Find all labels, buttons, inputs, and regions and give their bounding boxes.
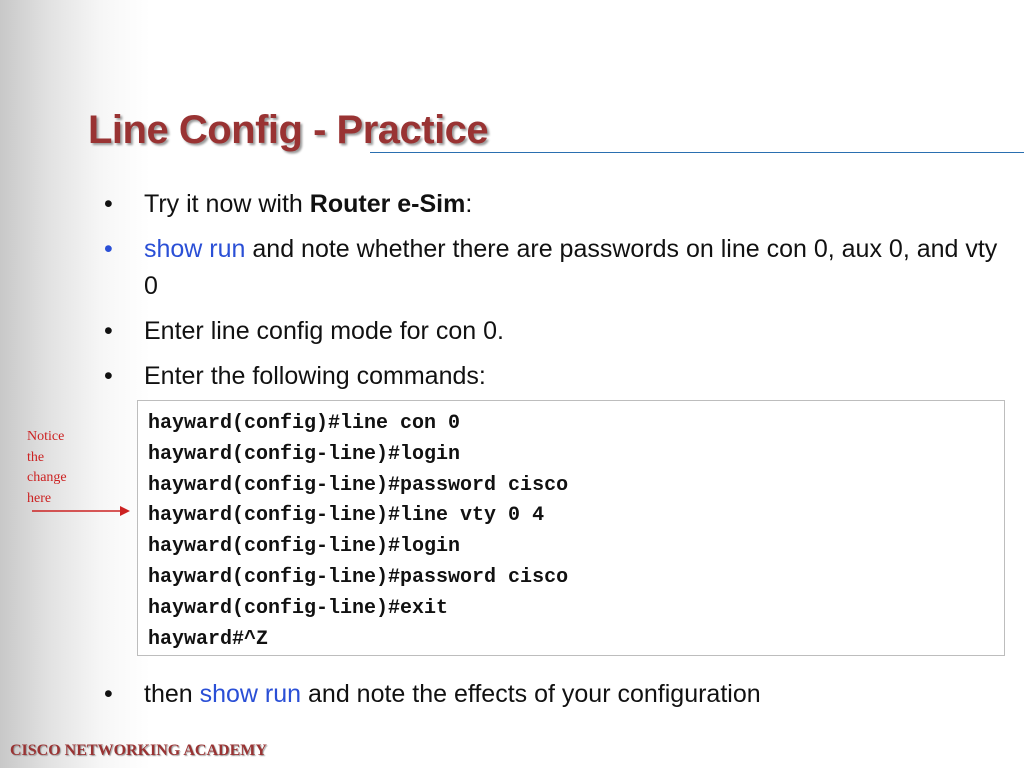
- title-underline-rule: [370, 152, 1024, 153]
- annotation-line: Notice: [27, 429, 65, 444]
- code-line: hayward(config-line)#login: [148, 442, 461, 466]
- bullet-marker: •: [104, 680, 113, 708]
- annotation-line: change: [27, 470, 67, 485]
- bullet-item-1: [104, 186, 1014, 223]
- bullet-4-text: Enter the following commands:: [144, 362, 486, 390]
- code-line: hayward(config-line)#exit: [148, 596, 449, 620]
- annotation-line: the: [27, 449, 45, 465]
- code-line: hayward#^Z: [148, 627, 269, 651]
- bullet-1-suffix: :: [465, 190, 473, 218]
- annotation-line: here: [27, 490, 52, 506]
- command-code-box: [137, 400, 1005, 656]
- code-line: hayward(config-line)#password cisco: [148, 565, 569, 589]
- bullet-5-prefix: then: [144, 680, 200, 708]
- bullet-item-5: [104, 676, 1014, 713]
- bullet-marker: •: [104, 317, 113, 345]
- bullet-2-highlight: show run: [144, 235, 246, 263]
- bullet-3-text: Enter line config mode for con 0.: [144, 317, 504, 345]
- bullet-marker: •: [104, 235, 113, 263]
- bullet-5-suffix: and note the effects of your configuration: [301, 680, 761, 708]
- bullet-item-2: [104, 231, 1014, 305]
- margin-annotation: [27, 427, 87, 509]
- bullet-list: [104, 186, 1014, 403]
- bullet-item-3: [104, 313, 1014, 350]
- code-line: hayward(config)#line con 0: [148, 412, 461, 435]
- bullet-1-bold: Router e-Sim: [309, 190, 466, 218]
- bullet-2-text: and note whether there are passwords on line con 0, aux 0, and vty 0: [144, 235, 998, 300]
- code-line: hayward(config-line)#password cisco: [148, 473, 569, 497]
- slide-title: Line Config - Practice: [88, 108, 489, 152]
- annotation-arrow-icon: [32, 503, 132, 519]
- bullet-marker: •: [104, 362, 113, 390]
- bullet-marker: •: [104, 190, 113, 218]
- code-line: hayward(config-line)#login: [148, 535, 461, 559]
- bullet-item-4: [104, 358, 1014, 395]
- footer-brand: CISCO NETWORKING ACADEMY: [10, 742, 267, 759]
- code-line: hayward(config-line)#line vty 0 4: [148, 504, 545, 528]
- bullet-1-prefix: Try it now with: [144, 190, 310, 218]
- bullet-list-continued: [104, 676, 1014, 713]
- bullet-5-highlight: show run: [199, 680, 302, 708]
